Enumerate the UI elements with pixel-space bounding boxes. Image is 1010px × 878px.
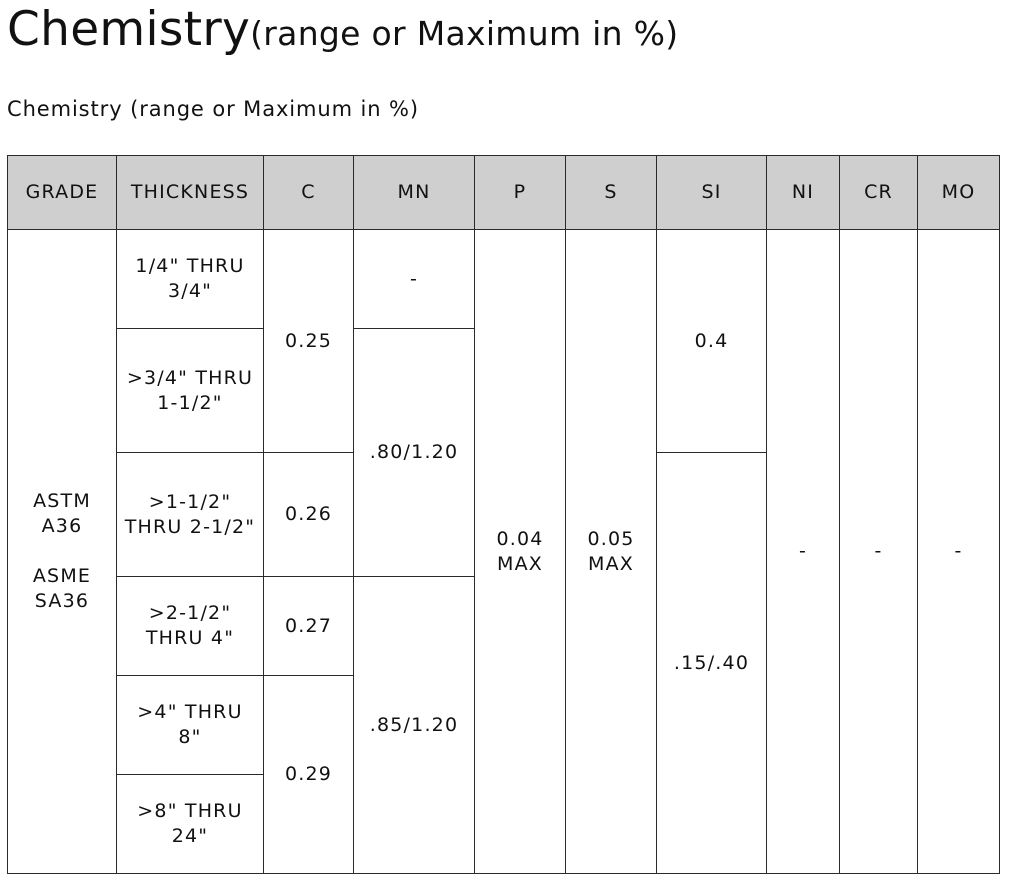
thickness-cell: >2-1/2" THRU 4" bbox=[117, 577, 264, 676]
header-grade: GRADE bbox=[8, 156, 117, 230]
header-mo: MO bbox=[918, 156, 1000, 230]
sub-heading: Chemistry (range or Maximum in %) bbox=[7, 97, 419, 121]
mn-cell: .85/1.20 bbox=[354, 577, 475, 874]
header-ni: NI bbox=[767, 156, 840, 230]
table-row bbox=[8, 230, 1000, 329]
si-cell: 0.4 bbox=[657, 230, 767, 453]
mn-cell: .80/1.20 bbox=[354, 329, 475, 577]
page-title-sub: (range or Maximum in %) bbox=[250, 14, 679, 53]
header-cr: CR bbox=[840, 156, 918, 230]
grade-astm: ASTM A36 bbox=[33, 490, 91, 537]
thickness-cell: >3/4" THRU 1-1/2" bbox=[117, 329, 264, 453]
grade-cell bbox=[8, 230, 117, 874]
thickness-cell: >8" THRU 24" bbox=[117, 775, 264, 874]
ni-cell: - bbox=[767, 230, 840, 874]
thickness-cell: >1-1/2" THRU 2-1/2" bbox=[117, 453, 264, 577]
c-cell: 0.25 bbox=[264, 230, 354, 453]
c-cell: 0.27 bbox=[264, 577, 354, 676]
mn-cell: - bbox=[354, 230, 475, 329]
table-header-row bbox=[8, 156, 1000, 230]
p-cell: 0.04 MAX bbox=[475, 230, 566, 874]
header-c: C bbox=[264, 156, 354, 230]
mo-cell: - bbox=[918, 230, 1000, 874]
c-cell: 0.29 bbox=[264, 676, 354, 874]
header-p: P bbox=[475, 156, 566, 230]
page-title-main: Chemistry bbox=[7, 2, 251, 57]
chemistry-table bbox=[7, 155, 1000, 874]
header-s: S bbox=[566, 156, 657, 230]
header-si: SI bbox=[657, 156, 767, 230]
header-mn: MN bbox=[354, 156, 475, 230]
thickness-cell: 1/4" THRU 3/4" bbox=[117, 230, 264, 329]
si-cell: .15/.40 bbox=[657, 453, 767, 874]
s-cell: 0.05 MAX bbox=[566, 230, 657, 874]
header-thickness: THICKNESS bbox=[117, 156, 264, 230]
cr-cell: - bbox=[840, 230, 918, 874]
c-cell: 0.26 bbox=[264, 453, 354, 577]
thickness-cell: >4" THRU 8" bbox=[117, 676, 264, 775]
grade-asme: ASME SA36 bbox=[32, 565, 92, 612]
page-title bbox=[7, 2, 679, 57]
